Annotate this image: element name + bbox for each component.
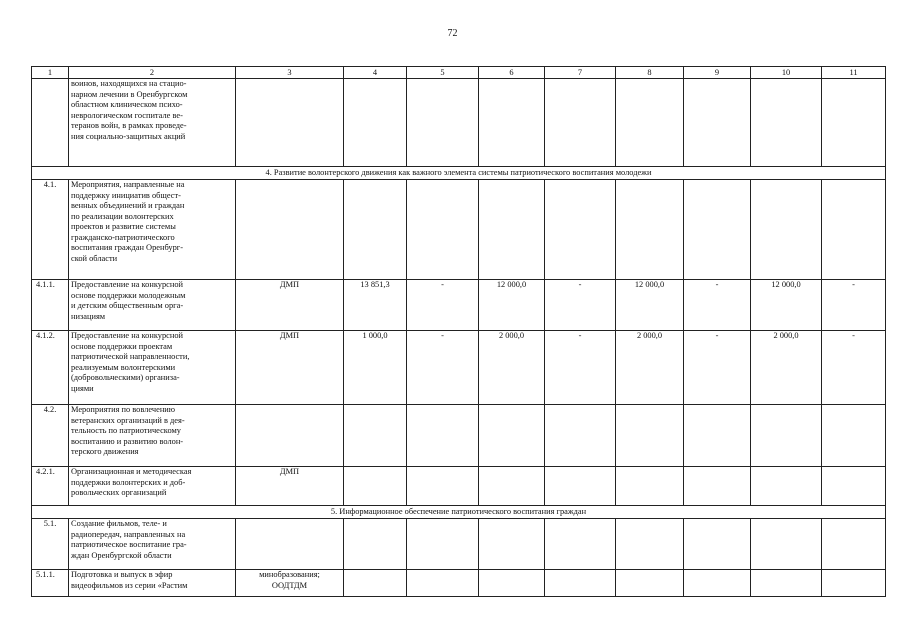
funding-cell: - xyxy=(822,331,886,405)
funding-cell xyxy=(479,570,545,597)
item-code xyxy=(32,79,69,167)
item-name-line: ждан Оренбургской области xyxy=(71,550,172,560)
item-name-line: областном клиническом психо- xyxy=(71,100,183,109)
item-name-line: поддержку инициатив общест- xyxy=(71,190,181,200)
item-executor xyxy=(236,331,344,405)
section-heading-row xyxy=(32,506,886,519)
item-executor xyxy=(236,405,344,467)
funding-cell xyxy=(545,519,616,570)
funding-cell xyxy=(344,519,407,570)
column-number: 6 xyxy=(479,67,545,79)
table-row xyxy=(32,280,886,331)
funding-cell: 12 000,0 xyxy=(616,280,684,331)
item-executor-line: ДМП xyxy=(279,280,300,289)
item-executor xyxy=(236,180,344,280)
funding-cell xyxy=(344,467,407,506)
funding-cell xyxy=(479,79,545,167)
item-name-line: (добровольческими) организа- xyxy=(71,373,180,382)
item-name-line: низациям xyxy=(71,311,106,321)
item-name-line: патриотическое воспитание гра- xyxy=(71,540,187,549)
funding-cell: - xyxy=(545,331,616,405)
funding-cell xyxy=(751,180,822,280)
funding-cell: 2 000,0 xyxy=(751,331,822,405)
item-code: 5.1.1. xyxy=(32,570,69,597)
funding-cell xyxy=(545,180,616,280)
funding-cell xyxy=(545,405,616,467)
funding-cell xyxy=(751,570,822,597)
funding-cell xyxy=(751,405,822,467)
item-name-line: радиопередач, направленных на xyxy=(71,529,186,539)
funding-cell: 2 000,0 xyxy=(616,331,684,405)
funding-cell xyxy=(545,79,616,167)
item-name-line: ской области xyxy=(71,253,118,263)
column-number: 2 xyxy=(69,67,236,79)
item-name-line: Подготовка и выпуск в эфир xyxy=(71,570,173,579)
item-code: 4.2. xyxy=(32,405,69,467)
funding-cell xyxy=(684,180,751,280)
funding-cell xyxy=(545,570,616,597)
funding-cell: 12 000,0 xyxy=(479,280,545,331)
page-number: 72 xyxy=(447,28,458,39)
funding-cell: - xyxy=(545,280,616,331)
item-executor xyxy=(236,467,344,506)
funding-cell xyxy=(822,570,886,597)
item-name-line: ния социально-защитных акций xyxy=(71,131,186,141)
funding-cell xyxy=(616,570,684,597)
funding-cell xyxy=(616,180,684,280)
funding-cell xyxy=(407,79,479,167)
item-executor-line: ООДТДМ xyxy=(271,580,308,590)
funding-cell xyxy=(684,79,751,167)
item-name xyxy=(69,79,236,167)
column-number: 10 xyxy=(751,67,822,79)
funding-cell xyxy=(407,519,479,570)
funding-cell xyxy=(822,467,886,506)
item-name xyxy=(69,467,236,506)
funding-cell xyxy=(822,79,886,167)
funding-cell xyxy=(684,467,751,506)
item-executor-line: ДМП xyxy=(279,331,300,340)
funding-cell xyxy=(616,467,684,506)
item-code: 5.1. xyxy=(32,519,69,570)
funding-cell xyxy=(479,519,545,570)
table-row xyxy=(32,180,886,280)
table-row xyxy=(32,570,886,597)
item-name-line: терского движения xyxy=(71,447,139,456)
column-number: 9 xyxy=(684,67,751,79)
funding-cell xyxy=(407,467,479,506)
funding-cell xyxy=(684,570,751,597)
funding-cell xyxy=(407,180,479,280)
item-name-line: Предоставление на конкурсной xyxy=(71,280,184,289)
funding-cell xyxy=(616,405,684,467)
column-number: 4 xyxy=(344,67,407,79)
item-name xyxy=(69,570,236,597)
item-code: 4.1. xyxy=(32,180,69,280)
item-name-line: видеофильмов из серии «Растим xyxy=(71,580,188,590)
item-name-line: Организационная и методическая xyxy=(71,467,192,476)
item-executor-line: минобразования; xyxy=(259,570,320,579)
table-row xyxy=(32,519,886,570)
item-name-line: реализуемым волонтерскими xyxy=(71,362,176,372)
funding-cell xyxy=(616,519,684,570)
item-code: 4.1.2. xyxy=(32,331,69,405)
funding-cell: - xyxy=(407,280,479,331)
column-number: 3 xyxy=(236,67,344,79)
item-name-line: гражданско-патриотического xyxy=(71,232,175,242)
funding-cell xyxy=(751,467,822,506)
funding-cell xyxy=(407,405,479,467)
funding-cell xyxy=(344,570,407,597)
table-row xyxy=(32,79,886,167)
item-name-line: теранов войн, в рамках проведе- xyxy=(71,121,187,130)
item-name xyxy=(69,331,236,405)
item-name-line: по реализации волонтерских xyxy=(71,211,174,221)
funding-cell: 1 000,0 xyxy=(344,331,407,405)
item-name-line: воспитания граждан Оренбург- xyxy=(71,243,184,252)
item-name-line: и детским общественным орга- xyxy=(71,301,184,310)
funding-cell: 13 851,3 xyxy=(344,280,407,331)
item-name xyxy=(69,405,236,467)
item-executor xyxy=(236,570,344,597)
funding-cell: - xyxy=(684,331,751,405)
column-number: 1 xyxy=(32,67,69,79)
funding-cell: 2 000,0 xyxy=(479,331,545,405)
item-name-line: основе поддержки молодежным xyxy=(71,290,186,300)
column-number: 7 xyxy=(545,67,616,79)
item-name-line: проектов и развитие системы xyxy=(71,222,176,231)
funding-cell xyxy=(751,519,822,570)
funding-cell: - xyxy=(407,331,479,405)
section-heading: 4. Развитие волонтерского движения как важного элемента системы патриотического воспитания молодежи xyxy=(32,167,886,180)
funding-cell xyxy=(479,180,545,280)
funding-cell xyxy=(407,570,479,597)
item-name-line: ровольческих организаций xyxy=(71,488,167,497)
item-name-line: нарном лечении в Оренбургском xyxy=(71,89,188,99)
item-name-line: венных объединений и граждан xyxy=(71,201,185,210)
item-code: 4.2.1. xyxy=(32,467,69,506)
item-name-line: Предоставление на конкурсной xyxy=(71,331,184,340)
item-name-line: поддержки волонтерских и доб- xyxy=(71,477,186,487)
funding-cell: - xyxy=(822,280,886,331)
item-code: 4.1.1. xyxy=(32,280,69,331)
column-number: 11 xyxy=(822,67,886,79)
item-name xyxy=(69,280,236,331)
item-name-line: Мероприятия по вовлечению xyxy=(71,405,176,414)
item-name-line: воспитанию и развитию волон- xyxy=(71,436,184,446)
funding-cell xyxy=(616,79,684,167)
item-name-line: патриотической направленности, xyxy=(71,352,190,361)
funding-cell xyxy=(344,405,407,467)
funding-cell xyxy=(822,519,886,570)
funding-cell xyxy=(822,405,886,467)
table-row xyxy=(32,405,886,467)
funding-cell xyxy=(751,79,822,167)
item-name-line: циями xyxy=(71,383,94,393)
section-heading: 5. Информационное обеспечение патриотического воспитания граждан xyxy=(32,506,886,519)
funding-cell: - xyxy=(684,280,751,331)
item-name xyxy=(69,519,236,570)
item-name-line: Мероприятия, направленные на xyxy=(71,180,185,189)
funding-cell xyxy=(684,405,751,467)
item-name-line: Создание фильмов, теле- и xyxy=(71,519,167,528)
item-executor xyxy=(236,280,344,331)
section-heading-row xyxy=(32,167,886,180)
item-name-line: воинов, находящихся на стацио- xyxy=(71,79,187,88)
funding-cell xyxy=(344,79,407,167)
column-number: 8 xyxy=(616,67,684,79)
item-executor xyxy=(236,79,344,167)
item-executor-line: ДМП xyxy=(279,467,300,476)
funding-cell: 12 000,0 xyxy=(751,280,822,331)
funding-cell xyxy=(479,467,545,506)
funding-cell xyxy=(545,467,616,506)
table-row xyxy=(32,331,886,405)
item-executor xyxy=(236,519,344,570)
item-name-line: неврологическом госпитале ве- xyxy=(71,110,183,120)
funding-cell xyxy=(684,519,751,570)
item-name xyxy=(69,180,236,280)
item-name-line: основе поддержки проектам xyxy=(71,341,173,351)
column-number: 5 xyxy=(407,67,479,79)
funding-cell xyxy=(479,405,545,467)
item-name-line: ветеранских организаций в дея- xyxy=(71,415,185,425)
funding-cell xyxy=(344,180,407,280)
item-name-line: тельность по патриотическому xyxy=(71,426,181,435)
funding-cell xyxy=(822,180,886,280)
table-row xyxy=(32,467,886,506)
program-table xyxy=(31,66,886,597)
column-number-row xyxy=(32,67,886,79)
